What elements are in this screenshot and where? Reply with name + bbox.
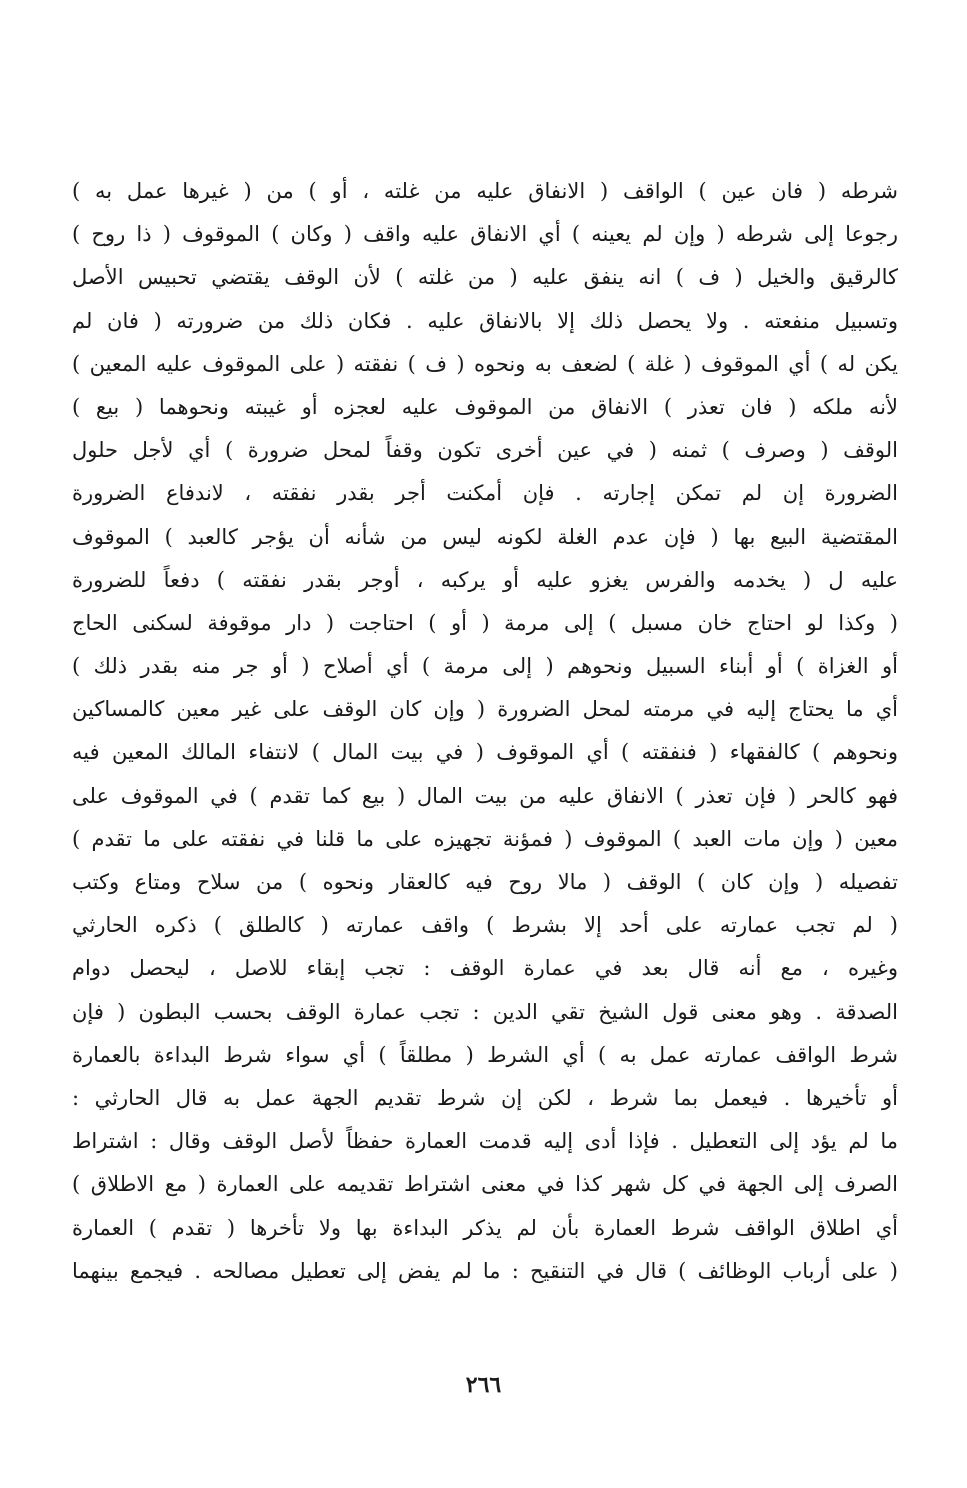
text-line: معين ( وإن مات العبد ) الموقوف ( فمؤنة تجهيزه على ما قلنا في نفقته على ما تقدم ) <box>72 826 898 851</box>
text-line: ونحوهم ) كالفقهاء ( فنفقته ) أي الموقوف ( في بيت المال ) لانتفاء المالك المعين فيه <box>72 740 898 765</box>
text-line: ما لم يؤد إلى التعطيل . فإذا أدى إليه قدمت العمارة حفظاً لأصل الوقف وقال : اشتراط <box>72 1129 898 1154</box>
text-line: وتسبيل منفعته . ولا يحصل ذلك إلا بالانفاق عليه . فكان ذلك من ضرورته ( فان لم <box>72 308 898 333</box>
text-line: الوقف ( وصرف ) ثمنه ( في عين أخرى تكون وقفاً لمحل ضرورة ) أي لأجل حلول <box>72 438 898 463</box>
text-line: الضرورة إن لم تمكن إجارته . فإن أمكنت أجر بقدر نفقته ، لاندفاع الضرورة <box>72 481 898 506</box>
text-line: كالرقيق والخيل ( ف ) انه ينفق عليه ( من غلته ) لأن الوقف يقتضي تحبيس الأصل <box>72 265 898 290</box>
text-line: ( لم تجب عمارته على أحد إلا بشرط ) واقف عمارته ( كالطلق ) ذكره الحارثي <box>72 913 898 938</box>
text-line: ( على أرباب الوظائف ) قال في التنقيح : ما لم يفض إلى تعطيل مصالحه . فيجمع بينهما <box>72 1258 898 1283</box>
page-number: ٢٦٦ <box>465 1372 502 1398</box>
text-line: أو الغزاة ) أو أبناء السبيل ونحوهم ( إلى مرمة ) أي أصلاح ( أو جر منه بقدر ذلك ) <box>72 654 898 679</box>
text-line: الصدقة . وهو معنى قول الشيخ تقي الدين : تجب عمارة الوقف بحسب البطون ( فإن <box>72 999 898 1024</box>
text-line: رجوعا إلى شرطه ( وإن لم يعينه ) أي الانفاق عليه واقف ( وكان ) الموقوف ( ذا روح ) <box>72 222 898 247</box>
text-line: تفصيله ( وإن كان ) الوقف ( مالا روح فيه كالعقار ونحوه ) من سلاح ومتاع وكتب <box>72 870 898 894</box>
text-line: الصرف إلى الجهة في كل شهر كذا في معنى اشتراط تقديمه على العمارة ( مع الاطلاق ) <box>72 1172 898 1197</box>
text-line: شرط الواقف عمارته عمل به ) أي الشرط ( مطلقاً ) أي سواء شرط البداءة بالعمارة <box>72 1042 898 1067</box>
body-text <box>72 170 898 1293</box>
text-line: عليه ل ( يخدمه والفرس يغزو عليه أو يركبه ، أوجر بقدر نفقته ) دفعاً للضرورة <box>72 567 898 592</box>
text-line: أي ما يحتاج إليه في مرمته لمحل الضرورة ( وإن كان الوقف على غير معين كالمساكين <box>72 697 898 722</box>
text-line: أو تأخيرها . فيعمل بما شرط ، لكن إن شرط تقديم الجهة عمل به قال الحارثي : <box>72 1085 898 1110</box>
text-line: لأنه ملكه ( فان تعذر ) الانفاق من الموقوف عليه لعجزه أو غيبته ونحوهما ( بيع ) <box>72 394 898 419</box>
text-line: فهو كالحر ( فإن تعذر ) الانفاق عليه من بيت المال ( بيع كما تقدم ) في الموقوف على <box>72 783 898 808</box>
text-line: ( وكذا لو احتاج خان مسبل ) إلى مرمة ( أو ) احتاجت ( دار موقوفة لسكنى الحاج <box>72 610 898 635</box>
text-line: شرطه ( فان عين ) الواقف ( الانفاق عليه من غلته ، أو ) من ( غيرها عمل به ) <box>72 179 898 203</box>
text-line: أي اطلاق الواقف شرط العمارة بأن لم يذكر البداءة بها ولا تأخرها ( تقدم ) العمارة <box>72 1215 898 1240</box>
text-line: يكن له ) أي الموقوف ( غلة ) لضعف به ونحوه ( ف ) نفقته ( على الموقوف عليه المعين ) <box>72 351 898 376</box>
text-line: وغيره ، مع أنه قال بعد في عمارة الوقف : تجب إبقاء للاصل ، ليحصل دوام <box>72 956 898 981</box>
text-line: المقتضية البيع بها ( فإن عدم الغلة لكونه ليس من شأنه أن يؤجر كالعبد ) الموقوف <box>72 524 898 549</box>
